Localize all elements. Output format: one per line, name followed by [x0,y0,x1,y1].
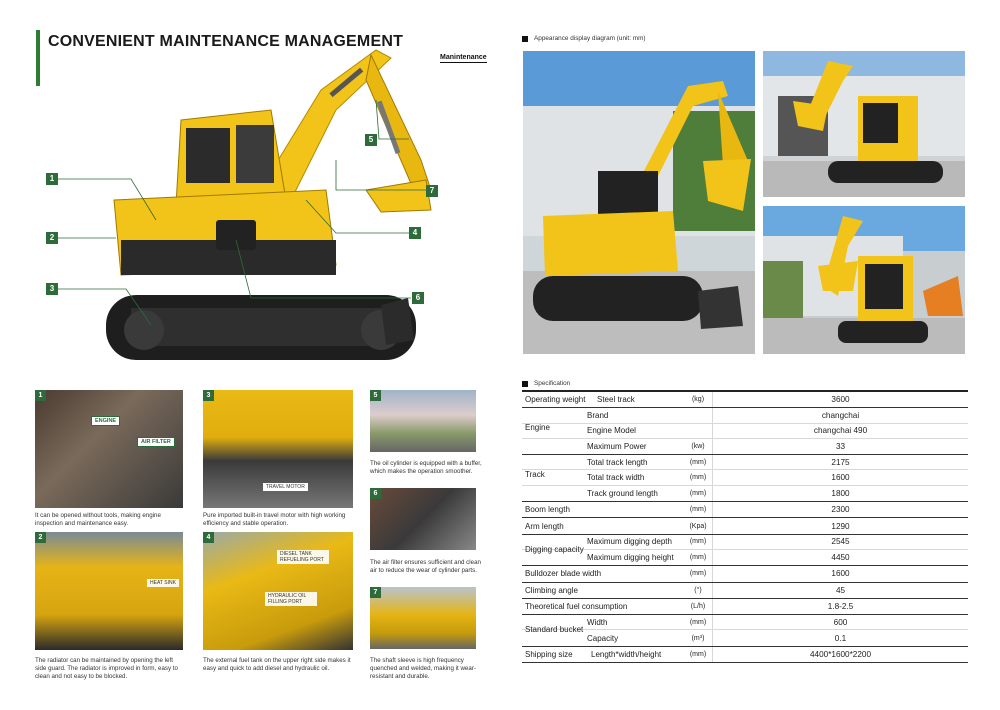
specification-table [522,390,968,663]
thumbnail-air-filter [370,488,476,550]
spec-subcategory: Length*width/height [591,649,662,659]
spec-unit: (mm) [689,650,707,658]
spec-value: 4400*1600*2200 [712,647,968,662]
spec-value: 0.1 [712,630,968,645]
callout-2: 2 [46,232,58,244]
table-row [522,599,968,614]
spec-value: 1800 [712,486,968,501]
table-row [522,424,968,439]
spec-engine [522,408,968,455]
table-row [522,392,968,407]
thumbnail-7-caption: The shaft sleeve is high frequency quenched and welded, making it wear-resistant and durable. [370,657,476,681]
spec-unit: (kg) [691,396,705,404]
thumbnail-6-caption: The air filter ensures sufficient and clean air to reduce the wear of cylinder parts. [370,559,481,575]
spec-category: Shipping size [525,649,573,659]
spec-category: Bulldozer blade width [525,569,602,579]
thumbnail-number: 3 [203,390,214,401]
thumbnail-5-caption: The oil cylinder is equipped with a buffer, which makes the operation smoother. [370,460,482,476]
spec-unit: (mm) [689,618,707,626]
table-row [522,566,968,581]
spec-arm-length [522,518,968,534]
table-row [522,550,968,565]
section-subtitle: Manintenance [440,54,487,61]
spec-standard-bucket [522,615,968,647]
table-row [522,455,968,470]
spec-value: 3600 [712,392,968,407]
spec-unit: (m³) [691,634,705,642]
callout-3: 3 [46,283,58,295]
spec-value: changchai 490 [712,424,968,438]
engine-tag: ENGINE [91,416,120,426]
table-row [522,408,968,423]
spec-subcategory: Maximum digging height [587,553,674,563]
spec-subcategory: Steel track [597,395,635,405]
spec-value: 1600 [712,470,968,484]
spec-category: Arm length [525,521,564,531]
thumbnail-engine [35,390,183,508]
spec-unit: (mm) [689,474,707,482]
callout-1: 1 [46,173,58,185]
spec-subcategory: Maximum digging depth [587,537,672,547]
table-row [522,502,968,517]
spec-category: Operating weight [525,395,586,405]
spec-unit: (°) [694,586,702,594]
spec-boom-length [522,502,968,518]
thumbnail-number: 1 [35,390,46,401]
thumbnail-4-caption: The external fuel tank on the upper right side makes it easy and quick to add diesel and hydraulic oil. [203,657,351,673]
excavator-hero-image [36,40,506,385]
spec-shipping-size [522,647,968,663]
page-title: CONVENIENT MAINTENANCE MANAGEMENT [48,33,404,50]
thumbnail-3-caption: Pure imported built-in travel motor with high working efficiency and stable operation. [203,512,346,528]
air-filter-tag: AIR FILTER [137,437,175,447]
table-row [522,535,968,550]
thumbnail-travel-motor [203,390,353,508]
spec-climbing-angle [522,583,968,599]
table-row [522,630,968,645]
spec-value: 1290 [712,518,968,533]
spec-value: 2545 [712,535,968,549]
spec-subcategory: Brand [587,410,609,420]
thumbnail-fuel-tank [203,532,353,650]
spec-category: Track [525,470,545,480]
spec-category: Climbing angle [525,585,578,595]
thumbnail-2-caption: The radiator can be maintained by opening the left side guard. The radiator is improved in form, easy to clean and not easy to be blocked. [35,657,178,681]
thumbnail-number: 4 [203,532,214,543]
thumbnail-number: 7 [370,587,381,598]
callout-6: 6 [412,292,424,304]
spec-unit: (mm) [689,489,707,497]
spec-category: Boom length [525,505,570,515]
spec-unit: (mm) [689,554,707,562]
spec-operating-weight [522,392,968,408]
spec-unit: (mm) [689,570,707,578]
spec-category: Theoretical fuel consumption [525,602,628,611]
spec-category: Standard bucket [525,625,584,635]
spec-track [522,455,968,502]
spec-value: 4450 [712,550,968,565]
spec-unit: (kw) [691,443,705,451]
spec-value: 1600 [712,566,968,581]
thumbnail-heat-sink [35,532,183,650]
square-bullet-icon [522,36,528,42]
callout-4: 4 [409,227,421,239]
thumbnail-1-caption: It can be opened without tools, making engine inspection and maintenance easy. [35,512,161,528]
excavator-photo-side [763,51,965,197]
thumbnail-shaft-sleeve [370,587,476,649]
thumbnail-number: 2 [35,532,46,543]
spec-value: 1.8-2.5 [712,599,968,614]
spec-fuel-consumption [522,599,968,615]
spec-bulldozer-blade [522,566,968,582]
spec-subcategory: Total track length [587,457,648,467]
spec-digging-capacity [522,535,968,567]
spec-subcategory: Maximum Power [587,442,647,452]
specification-heading [522,380,570,387]
hydraulic-oil-tag: HYDRAULIC OIL FILLING PORT [265,592,317,606]
spec-subcategory: Width [587,617,608,627]
diesel-tank-tag: DIESEL TANK REFUELING PORT [277,550,329,564]
thumbnail-number: 5 [370,390,381,401]
appearance-heading-text: Appearance display diagram (unit: mm) [534,35,646,42]
spec-category: Engine [525,423,550,433]
square-bullet-icon [522,381,528,387]
excavator-photo-main [523,51,755,354]
spec-subcategory: Capacity [587,633,619,643]
spec-unit: (mm) [689,538,707,546]
table-row [522,486,968,501]
callout-7: 7 [426,185,438,197]
table-row [522,518,968,533]
spec-value: 2175 [712,455,968,469]
spec-unit: (mm) [689,506,707,514]
callout-5: 5 [365,134,377,146]
table-row [522,583,968,598]
spec-value: 45 [712,583,968,598]
travel-motor-tag: TRAVEL MOTOR [263,483,308,491]
spec-category: Digging capacity [525,544,584,554]
spec-unit: (mm) [689,458,707,466]
spec-subcategory: Engine Model [587,426,636,436]
appearance-heading [522,35,646,42]
table-row [522,439,968,454]
spec-value: 33 [712,439,968,454]
heat-sink-tag: HEAT SINK [147,579,179,587]
table-row [522,470,968,485]
spec-value: changchai [712,408,968,422]
specification-heading-text: Specification [534,380,571,387]
spec-subcategory: Track ground length [587,488,658,498]
excavator-photo-rear [763,206,965,354]
thumbnail-number: 6 [370,488,381,499]
spec-subcategory: Total track width [587,473,645,483]
thumbnail-oil-cylinder [370,390,476,452]
spec-unit: (Kpa) [689,522,707,530]
spec-value: 2300 [712,502,968,517]
spec-value: 600 [712,615,968,629]
table-row [522,615,968,630]
spec-unit: (L/h) [690,603,706,610]
table-row [522,647,968,662]
